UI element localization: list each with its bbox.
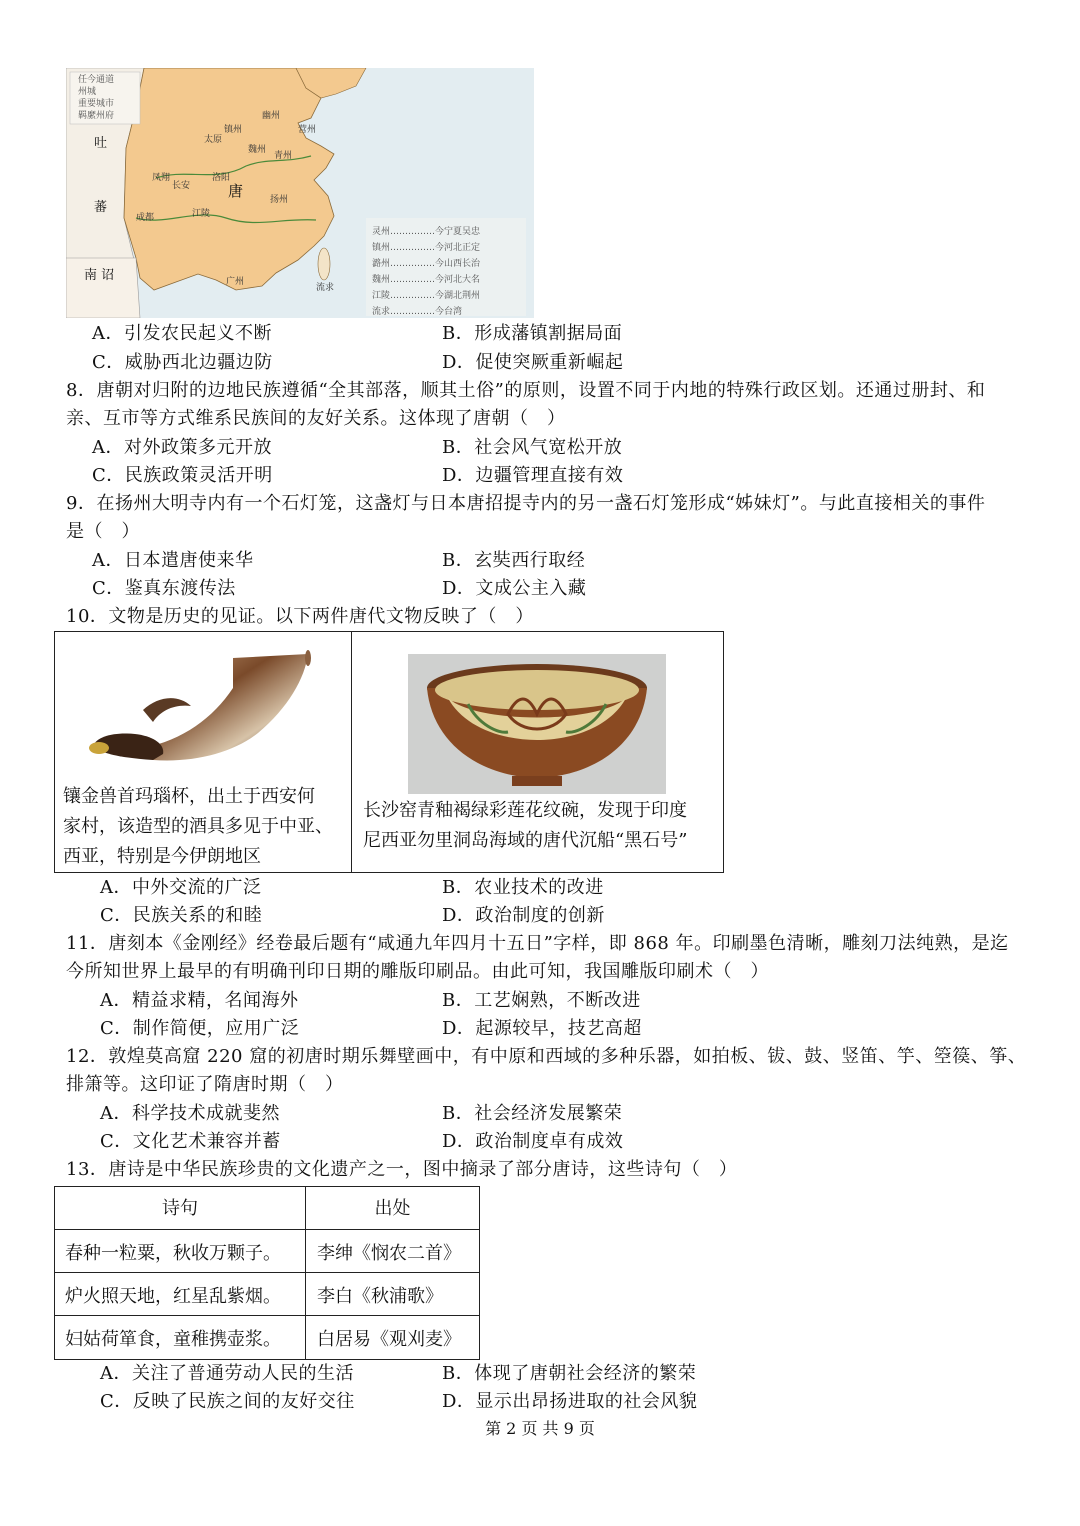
map-key-item: 潞州……………今山西长治 <box>372 259 481 269</box>
lotus-bowl-caption <box>363 796 687 856</box>
q8-stem-line2: 亲、互市等方式维系民族间的友好关系。这体现了唐朝（ ） <box>66 408 566 429</box>
city-label: 流求 <box>316 283 335 293</box>
city-label: 成都 <box>136 213 155 223</box>
poem-header-verse: 诗句 <box>162 1198 198 1219</box>
q10-option-d: D．政治制度的创新 <box>442 905 605 926</box>
q9-option-b: B．玄奘西行取经 <box>442 550 586 571</box>
q12-option-c: C．文化艺术兼容并蓄 <box>100 1131 281 1152</box>
map-key-item: 魏州……………今河北大名 <box>372 275 481 285</box>
poem-source: 李绅《悯农二首》 <box>317 1243 461 1264</box>
poem-verse: 妇姑荷箪食，童稚携壶浆。 <box>65 1329 281 1350</box>
q12-stem-line2: 排箫等。这印证了隋唐时期（ ） <box>66 1074 344 1095</box>
q11-stem-line2: 今所知世界上最早的有明确刊印日期的雕版印刷品。由此可知，我国雕版印刷术（ ） <box>66 961 769 982</box>
city-label: 青州 <box>274 151 293 161</box>
q9-stem-line2: 是（ ） <box>66 521 140 542</box>
q9-option-c: C．鉴真东渡传法 <box>92 578 236 599</box>
legend-item: 羁縻州府 <box>78 111 115 121</box>
q7-option-a: A．引发农民起义不断 <box>92 323 272 344</box>
q13-option-d: D．显示出昂扬进取的社会风貌 <box>442 1391 698 1412</box>
legend-item: 州城 <box>78 87 97 97</box>
agate-rhyton-caption <box>63 782 333 872</box>
q7-option-d: D．促使突厥重新崛起 <box>442 352 624 373</box>
city-label: 江陵 <box>192 209 211 219</box>
poem-source: 李白《秋浦歌》 <box>317 1286 443 1307</box>
q9-option-a: A．日本遣唐使来华 <box>92 550 254 571</box>
poem-table <box>54 1186 480 1360</box>
city-label: 镇州 <box>224 125 243 135</box>
city-label: 幽州 <box>262 111 281 121</box>
q9-stem-line1: 9．在扬州大明寺内有一个石灯笼，这盏灯与日本唐招提寺内的另一盏石灯笼形成“姊妹灯”。与此直接相关的事件 <box>66 493 986 514</box>
tang-map <box>66 68 534 318</box>
q12-option-d: D．政治制度卓有成效 <box>442 1131 624 1152</box>
region-label: 唐 <box>228 182 244 200</box>
map-key-item: 流求……………今台湾 <box>372 307 463 317</box>
q8-option-a: A．对外政策多元开放 <box>92 437 272 458</box>
poem-source: 白居易《观刈麦》 <box>317 1329 461 1350</box>
q7-option-c: C．威胁西北边疆边防 <box>92 352 273 373</box>
city-label: 长安 <box>172 181 191 191</box>
q13-option-c: C．反映了民族之间的友好交往 <box>100 1391 355 1412</box>
q8-option-c: C．民族政策灵活开明 <box>92 465 273 486</box>
city-label: 魏州 <box>248 145 267 155</box>
page-footer: 第 2 页 共 9 页 <box>485 1419 595 1438</box>
poem-header-source: 出处 <box>374 1198 411 1219</box>
agate-rhyton-image <box>83 648 313 778</box>
q9-option-d: D．文成公主入藏 <box>442 578 587 599</box>
city-label: 营州 <box>298 125 317 135</box>
map-key-item: 镇州……………今河北正定 <box>372 243 481 253</box>
map-key-item: 灵州……………今宁夏吴忠 <box>372 227 481 237</box>
artifact-divider <box>351 632 352 872</box>
region-label: 蕃 <box>94 200 108 215</box>
poem-row-line <box>55 1229 479 1230</box>
q12-option-b: B．社会经济发展繁荣 <box>442 1103 623 1124</box>
poem-verse: 春种一粒粟，秋收万颗子。 <box>65 1243 281 1264</box>
map-legend <box>78 74 114 122</box>
q10-stem: 10．文物是历史的见证。以下两件唐代文物反映了（ ） <box>66 606 534 627</box>
q11-stem-line1: 11．唐刻本《金刚经》经卷最后题有“咸通九年四月十五日”字样，即 868 年。印刷墨色清晰，雕刻刀法纯熟，是迄 <box>66 933 1009 954</box>
region-label: 吐 <box>94 136 108 151</box>
q12-option-a: A．科学技术成就斐然 <box>100 1103 280 1124</box>
city-label: 凤翔 <box>152 173 171 183</box>
q12-stem-line1: 12．敦煌莫高窟 220 窟的初唐时期乐舞壁画中，有中原和西域的多种乐器，如拍板、钹、鼓、竖笛、竽、箜篌、筝、 <box>66 1046 1027 1067</box>
q13-option-a: A．关注了普通劳动人民的生活 <box>100 1363 354 1384</box>
caption-line: 长沙窑青釉褐绿彩莲花纹碗，发现于印度 <box>363 800 687 821</box>
artifact-table <box>54 631 724 873</box>
q13-option-b: B．体现了唐朝社会经济的繁荣 <box>442 1363 697 1384</box>
caption-line: 尼西亚勿里洞岛海域的唐代沉船“黑石号” <box>363 830 688 851</box>
caption-line: 西亚，特别是今伊朗地区 <box>63 846 261 867</box>
poem-verse: 炉火照天地，红星乱紫烟。 <box>65 1286 281 1307</box>
poem-row-line <box>55 1315 479 1316</box>
q11-option-c: C．制作简便，应用广泛 <box>100 1018 300 1039</box>
q8-option-d: D．边疆管理直接有效 <box>442 465 624 486</box>
legend-item: 任今通道 <box>78 75 115 85</box>
q13-stem: 13．唐诗是中华民族珍贵的文化遗产之一，图中摘录了部分唐诗，这些诗句（ ） <box>66 1159 738 1180</box>
map-key-item: 江陵……………今湖北荆州 <box>372 291 481 301</box>
q10-option-b: B．农业技术的改进 <box>442 877 604 898</box>
region-label: 南 诏 <box>84 268 115 283</box>
q7-option-b: B．形成藩镇割据局面 <box>442 323 623 344</box>
q11-option-b: B．工艺娴熟，不断改进 <box>442 990 641 1011</box>
q8-stem-line1: 8．唐朝对归附的边地民族遵循“全其部落，顺其土俗”的原则，设置不同于内地的特殊行政区划。还通过册封、和 <box>66 380 986 401</box>
poem-row-line <box>55 1272 479 1273</box>
caption-line: 镶金兽首玛瑙杯，出土于西安何 <box>63 786 315 807</box>
q10-option-a: A．中外交流的广泛 <box>100 877 262 898</box>
q11-option-d: D．起源较早，技艺高超 <box>442 1018 642 1039</box>
city-label: 太原 <box>204 135 223 145</box>
q8-option-b: B．社会风气宽松开放 <box>442 437 623 458</box>
q10-option-c: C．民族关系的和睦 <box>100 905 263 926</box>
city-label: 广州 <box>226 277 245 287</box>
city-label: 扬州 <box>270 195 289 205</box>
q11-option-a: A．精益求精，名闻海外 <box>100 990 299 1011</box>
map-key <box>372 224 480 318</box>
lotus-bowl-image <box>408 654 666 794</box>
legend-item: 重要城市 <box>78 99 115 109</box>
city-label: 洛阳 <box>212 173 231 183</box>
caption-line: 家村，该造型的酒具多见于中亚、 <box>63 816 333 837</box>
